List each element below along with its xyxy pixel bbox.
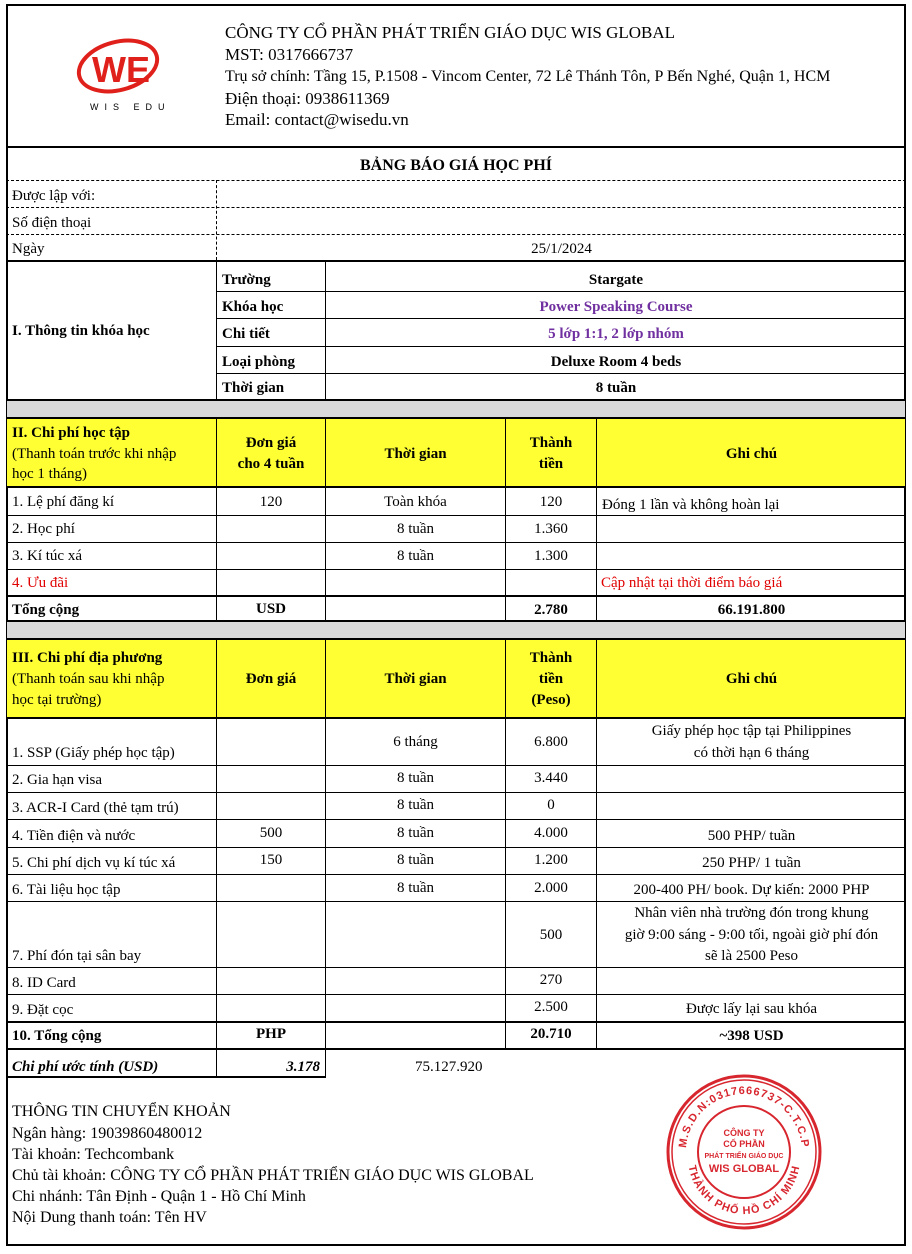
course-section-label: I. Thông tin khóa học xyxy=(12,323,150,339)
course-label-course: Khóa học xyxy=(222,299,284,315)
logo-subtext: WIS EDU xyxy=(90,102,171,112)
study-header-total1: Thành xyxy=(529,435,573,451)
study-header-title: II. Chi phí học tập xyxy=(12,425,130,441)
local-header-total1: Thành xyxy=(529,650,573,666)
company-email: Email: contact@wisedu.vn xyxy=(225,110,409,129)
company-mst: MST: 0317666737 xyxy=(225,45,354,64)
date-label: Ngày xyxy=(12,241,45,257)
svg-text:CÔNG TY: CÔNG TY xyxy=(723,1128,765,1138)
logo-letters: WE xyxy=(92,49,150,90)
estimate-vnd: 75.127.920 xyxy=(415,1059,483,1075)
company-stamp xyxy=(664,1072,824,1232)
local-header-title: III. Chi phí địa phương xyxy=(12,650,163,666)
study-header-price2: cho 4 tuần xyxy=(237,456,305,472)
bank-title: THÔNG TIN CHUYỂN KHOẢN xyxy=(12,1103,231,1120)
local-header-total2: tiền xyxy=(538,671,564,687)
company-logo xyxy=(72,36,182,112)
study-header-sub1: (Thanh toán trước khi nhập xyxy=(12,446,177,462)
page-title: BẢNG BÁO GIÁ HỌC PHÍ xyxy=(359,157,552,174)
course-value-course: Power Speaking Course xyxy=(539,299,693,315)
estimate-label: Chi phí ước tính (USD) xyxy=(12,1059,159,1075)
course-value-room: Deluxe Room 4 beds xyxy=(550,354,682,370)
date-value: 25/1/2024 xyxy=(531,241,592,257)
company-name: CÔNG TY CỔ PHẦN PHÁT TRIỂN GIÁO DỤC WIS GLOBAL xyxy=(225,23,676,42)
study-header-total2: tiền xyxy=(538,456,564,472)
local-header-price: Đơn giá xyxy=(245,671,297,687)
bank-owner: Chủ tài khoản: CÔNG TY CỔ PHẦN PHÁT TRIỂN GIÁO DỤC WIS GLOBAL xyxy=(12,1167,534,1184)
svg-text:WIS GLOBAL: WIS GLOBAL xyxy=(708,1163,780,1175)
study-header-price1: Đơn giá xyxy=(245,435,297,451)
phone-label: Số điện thoại xyxy=(12,215,92,231)
local-header-sub2: học tại trường) xyxy=(12,692,102,708)
svg-text:CỔ PHẦN: CỔ PHẦN xyxy=(723,1139,765,1149)
course-value-school: Stargate xyxy=(588,272,644,288)
course-value-detail: 5 lớp 1:1, 2 lớp nhóm xyxy=(548,326,684,342)
study-header-duration: Thời gian xyxy=(384,446,447,462)
svg-text:M.S.D.N:0317666737-C.T.C.P: M.S.D.N:0317666737-C.T.C.P xyxy=(677,1084,811,1149)
local-header-note: Ghi chú xyxy=(725,671,778,687)
bank-content: Nội Dung thanh toán: Tên HV xyxy=(12,1209,207,1226)
course-label-duration: Thời gian xyxy=(222,380,285,396)
bank-branch: Chi nhánh: Tân Định - Quận 1 - Hồ Chí Minh xyxy=(12,1188,306,1205)
company-address: Trụ sở chính: Tầng 15, P.1508 - Vincom Center, 72 Lê Thánh Tôn, P Bến Nghé, Quận 1, HCM xyxy=(225,68,831,85)
local-header-duration: Thời gian xyxy=(384,671,447,687)
study-header-sub2: học 1 tháng) xyxy=(12,466,87,482)
bank-account-no: Ngân hàng: 19039860480012 xyxy=(12,1125,203,1142)
course-label-school: Trường xyxy=(222,272,271,288)
made-for-label: Được lập với: xyxy=(12,188,96,204)
course-label-detail: Chi tiết xyxy=(222,326,270,342)
company-phone: Điện thoại: 0938611369 xyxy=(225,89,390,108)
course-label-room: Loại phòng xyxy=(222,354,295,370)
svg-text:THÀNH PHỐ HỒ CHÍ MINH: THÀNH PHỐ HỒ CHÍ MINH xyxy=(685,1164,803,1218)
estimate-usd: 3.178 xyxy=(286,1059,320,1075)
study-header-note: Ghi chú xyxy=(725,446,778,462)
bank-name: Tài khoản: Techcombank xyxy=(12,1146,175,1163)
course-value-duration: 8 tuần xyxy=(595,380,637,396)
local-header-sub1: (Thanh toán sau khi nhập xyxy=(12,671,165,687)
svg-text:PHÁT TRIỂN GIÁO DỤC: PHÁT TRIỂN GIÁO DỤC xyxy=(704,1153,784,1160)
local-header-total3: (Peso) xyxy=(531,692,571,708)
